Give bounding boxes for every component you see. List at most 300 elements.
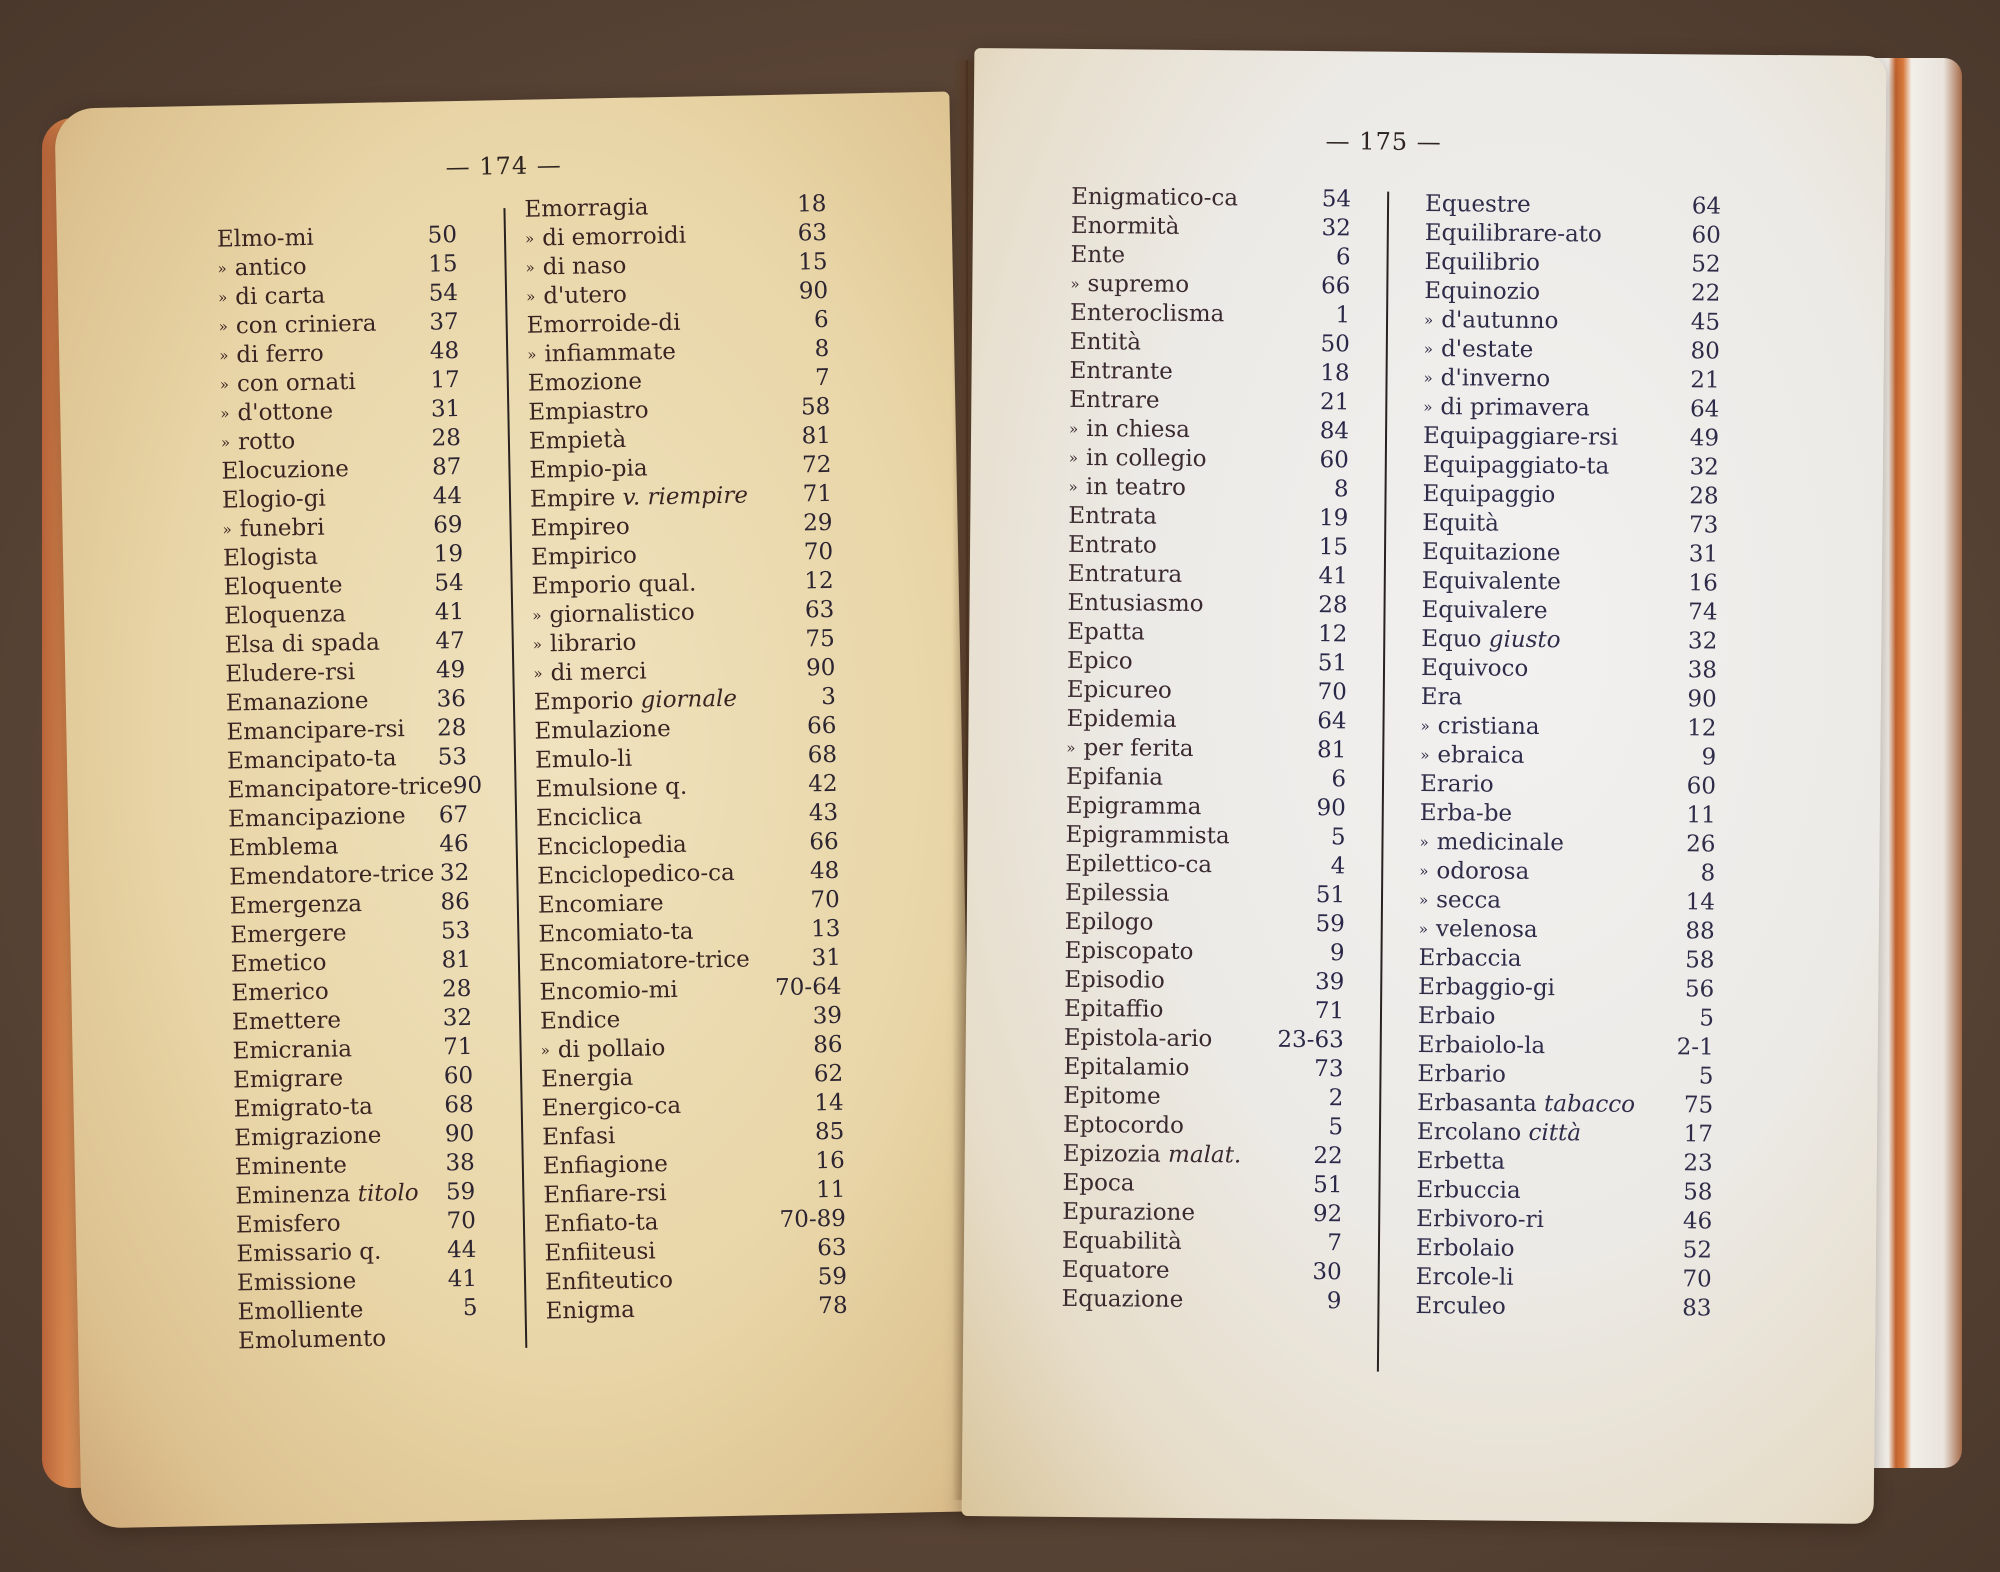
entry-page-reference: 70 — [1682, 1266, 1712, 1293]
entry-term — [217, 224, 314, 255]
entry-term — [1063, 1140, 1242, 1171]
entry-term-text: Emanazione — [225, 687, 369, 717]
right-page — [962, 48, 1887, 1524]
index-entry — [217, 221, 458, 255]
entry-term — [1062, 1256, 1170, 1286]
index-entry — [1418, 973, 1714, 1005]
entry-qualifier: città — [1528, 1119, 1582, 1147]
entry-term — [1415, 1292, 1506, 1322]
entry-page-reference: 5 — [1330, 824, 1346, 851]
index-column-2 — [524, 190, 848, 1327]
entry-page-reference: 28 — [436, 714, 467, 742]
entry-term-text: in teatro — [1085, 474, 1187, 501]
entry-term — [1422, 480, 1555, 510]
entry-page-reference: 86 — [440, 888, 471, 916]
entry-page-reference: 59 — [817, 1263, 848, 1291]
sub-entry-marker-icon: » — [218, 317, 229, 336]
entry-term — [1419, 857, 1529, 887]
entry-term — [224, 600, 346, 631]
entry-term — [538, 889, 664, 920]
entry-qualifier: titolo — [357, 1179, 419, 1208]
index-entry — [227, 743, 468, 777]
entry-page-reference: 2 — [1328, 1085, 1344, 1112]
index-entry — [1068, 560, 1348, 591]
entry-term-text: Epilettico-ca — [1065, 850, 1213, 879]
index-entry — [237, 1265, 478, 1299]
entry-term-text: librario — [549, 629, 637, 658]
index-entry — [225, 656, 466, 690]
sub-entry-marker-icon: » — [1423, 310, 1434, 330]
entry-term — [1424, 277, 1540, 307]
entry-term — [1425, 219, 1602, 250]
sub-entry-marker-icon: » — [525, 258, 535, 277]
entry-page-reference: 50 — [1320, 331, 1350, 358]
index-entry — [236, 1236, 477, 1270]
entry-term-text: Emicrania — [232, 1036, 353, 1065]
entry-term-text: Eminente — [234, 1152, 348, 1181]
entry-page-reference: 46 — [439, 830, 469, 858]
entry-term-text: Epigramma — [1065, 792, 1202, 821]
entry-term — [1421, 596, 1547, 626]
index-entry — [223, 540, 464, 574]
index-entry — [1071, 183, 1351, 214]
entry-page-reference: 86 — [813, 1031, 843, 1059]
entry-term-text: Encomiare — [537, 890, 664, 919]
entry-term — [1418, 944, 1521, 974]
entry-term — [1418, 1002, 1496, 1032]
entry-page-reference: 60 — [443, 1062, 474, 1090]
entry-page-reference: 60 — [1691, 222, 1721, 249]
index-entry — [1418, 1031, 1714, 1063]
index-entry — [1420, 770, 1716, 802]
entry-term-text: Equilibrare-ato — [1424, 219, 1602, 248]
entry-term — [227, 772, 453, 805]
entry-term-text: ebraica — [1437, 742, 1525, 769]
sub-entry-marker-icon: » — [1420, 745, 1430, 765]
index-entry — [1421, 683, 1717, 715]
entry-term — [235, 1151, 348, 1182]
entry-page-reference: 48 — [809, 857, 840, 885]
sub-entry-marker-icon: » — [524, 229, 535, 248]
entry-page-reference: 90 — [444, 1120, 475, 1148]
entry-term — [1069, 357, 1172, 387]
index-entry — [238, 1323, 479, 1357]
entry-term-text: Ente — [1070, 241, 1126, 269]
entry-term-text: Erbaio — [1417, 1002, 1496, 1030]
entry-page-reference: 66 — [809, 828, 839, 856]
entry-term-text: di naso — [542, 252, 627, 281]
entry-page-reference: 58 — [1683, 1179, 1713, 1206]
entry-page-reference: 7 — [1327, 1230, 1343, 1257]
index-entry — [228, 830, 469, 864]
entry-term-text: Erba-be — [1419, 799, 1513, 827]
entry-term-text: giornalistico — [549, 599, 695, 629]
entry-term — [524, 193, 648, 224]
entry-term-text: Enfiato-ta — [543, 1209, 659, 1238]
index-sub-entry — [1419, 915, 1715, 947]
entry-page-reference: 87 — [431, 453, 462, 481]
entry-term-text: Erbuccia — [1416, 1176, 1521, 1204]
sub-entry-marker-icon: » — [1423, 368, 1433, 388]
index-entry — [1067, 647, 1347, 678]
left-page — [54, 92, 976, 1529]
entry-page-reference: 81 — [1316, 737, 1347, 764]
entry-term-text: in chiesa — [1086, 416, 1191, 443]
entry-page-reference: 66 — [1320, 273, 1351, 300]
index-entry — [1418, 1002, 1714, 1034]
entry-page-reference: 47 — [435, 627, 465, 655]
index-entry — [1068, 531, 1348, 562]
entry-page-reference: 64 — [1317, 708, 1347, 735]
entry-page-reference: 64 — [1689, 396, 1720, 423]
entry-term — [230, 890, 363, 922]
entry-term — [1416, 1263, 1514, 1293]
entry-page-reference: 5 — [1698, 1063, 1714, 1090]
index-sub-entry — [220, 366, 461, 400]
entry-term — [1420, 741, 1524, 771]
entry-term — [1424, 248, 1540, 278]
entry-term-text: Empireo — [530, 513, 630, 542]
entry-term — [1420, 799, 1513, 829]
entry-page-reference: 73 — [1688, 512, 1719, 539]
index-column-2 — [1415, 190, 1721, 1324]
entry-page-reference: 52 — [1682, 1237, 1713, 1264]
entry-page-reference: 90 — [798, 277, 829, 305]
entry-term — [534, 685, 738, 718]
entry-term-text: Empirico — [530, 542, 638, 571]
entry-term — [533, 629, 637, 660]
entry-term — [230, 919, 347, 950]
entry-term — [536, 803, 643, 834]
entry-term-text: d'ottone — [237, 398, 334, 427]
entry-term — [1062, 1198, 1195, 1228]
entry-term-text: di merci — [550, 658, 647, 687]
entry-qualifier: giusto — [1488, 626, 1561, 654]
entry-page-reference: 63 — [797, 219, 828, 247]
entry-term-text: Ercolano — [1416, 1118, 1522, 1146]
index-entry — [1423, 451, 1719, 483]
entry-term — [1417, 1147, 1506, 1177]
entry-term-text: Entratura — [1067, 560, 1183, 588]
index-sub-entry — [1420, 741, 1716, 773]
index-entry — [1061, 1285, 1341, 1316]
entry-term — [1063, 1111, 1184, 1141]
entry-page-reference: 14 — [1685, 889, 1716, 916]
entry-page-reference: 5 — [1328, 1114, 1344, 1141]
sub-entry-marker-icon: » — [1423, 397, 1433, 417]
entry-page-reference: 6 — [1331, 766, 1347, 793]
entry-term-text: Emolliente — [237, 1297, 364, 1326]
entry-term-text: Elogio-gi — [221, 485, 327, 514]
entry-term-text: Enormità — [1070, 212, 1180, 240]
entry-term-text: di pollaio — [557, 1035, 666, 1064]
entry-term — [223, 543, 318, 574]
index-entry — [1417, 1147, 1713, 1179]
index-entry — [224, 598, 465, 632]
entry-term-text: Epitome — [1063, 1082, 1161, 1110]
entry-term-text: Empietà — [528, 426, 627, 455]
index-entry — [1421, 654, 1717, 686]
entry-term — [536, 831, 687, 863]
entry-page-reference: 63 — [804, 596, 835, 624]
index-entry — [1062, 1256, 1342, 1287]
entry-term — [217, 253, 307, 284]
entry-term — [1064, 1024, 1213, 1054]
entry-qualifier: v. riempire — [622, 482, 749, 511]
entry-term-text: Equità — [1422, 509, 1500, 537]
index-entry — [1424, 277, 1720, 309]
entry-page-reference: 84 — [1319, 418, 1350, 445]
entry-term-text: Epistola-ario — [1063, 1024, 1213, 1053]
index-entry — [1063, 1053, 1343, 1084]
entry-term — [1423, 451, 1610, 482]
entry-term-text: Enigmatico-ca — [1071, 183, 1239, 212]
entry-page-reference: 67 — [438, 801, 469, 829]
entry-term — [539, 946, 750, 979]
entry-page-reference: 23-63 — [1277, 1026, 1344, 1054]
index-entry — [1416, 1234, 1712, 1266]
index-sub-entry — [222, 511, 463, 545]
page-number: — 175 — — [1325, 127, 1442, 157]
entry-page-reference: 60 — [1319, 447, 1349, 474]
entry-term-text: Enfiagione — [542, 1151, 669, 1180]
entry-page-reference: 90 — [805, 654, 836, 682]
index-entry — [1425, 190, 1721, 222]
entry-term — [1069, 415, 1190, 445]
entry-term — [1424, 335, 1534, 365]
entry-term — [1419, 828, 1564, 858]
entry-term-text: Erbario — [1417, 1060, 1507, 1088]
entry-page-reference: 9 — [1329, 940, 1345, 967]
index-sub-entry — [1070, 270, 1350, 301]
index-entry — [544, 1205, 847, 1240]
index-entry — [225, 627, 466, 661]
entry-term-text: Epitalamio — [1063, 1053, 1190, 1081]
index-entry — [1069, 357, 1349, 388]
index-sub-entry — [217, 250, 458, 284]
entry-page-reference: 2-1 — [1676, 1034, 1714, 1061]
entry-page-reference: 12 — [804, 567, 834, 595]
entry-term — [530, 481, 748, 514]
entry-term — [525, 222, 687, 254]
entry-term-text: velenosa — [1435, 916, 1538, 943]
entry-term-text: Emulsione q. — [535, 773, 688, 803]
entry-term — [1425, 190, 1531, 220]
entry-term — [234, 1122, 382, 1154]
entry-term — [1064, 966, 1165, 996]
entry-page-reference: 75 — [805, 625, 836, 653]
entry-term-text: con criniera — [235, 310, 377, 340]
sub-entry-marker-icon: » — [1066, 738, 1076, 757]
entry-page-reference: 18 — [1320, 360, 1350, 387]
entry-term — [1066, 705, 1176, 735]
entry-page-reference: 28 — [431, 424, 462, 452]
entry-term-text: Equivalere — [1421, 596, 1548, 625]
entry-term — [1421, 625, 1561, 655]
entry-term-text: Energia — [540, 1064, 634, 1093]
entry-page-reference: 3 — [820, 683, 837, 711]
index-entry — [231, 975, 472, 1009]
entry-term — [545, 1266, 673, 1297]
entry-page-reference: 39 — [1314, 969, 1345, 996]
entry-term-text: Entrato — [1067, 531, 1157, 559]
entry-term-text: Enfiteutico — [544, 1267, 674, 1296]
entry-term — [526, 281, 627, 312]
entry-term-text: Epidemia — [1066, 705, 1177, 733]
entry-page-reference: 59 — [1315, 911, 1345, 938]
entry-term — [218, 310, 376, 342]
entry-page-reference: 70 — [446, 1207, 477, 1235]
entry-page-reference: 63 — [816, 1234, 847, 1262]
index-sub-entry — [1066, 734, 1346, 765]
entry-term — [543, 1150, 669, 1181]
index-entry — [1421, 596, 1717, 628]
entry-term-text: Emporio qual. — [531, 570, 697, 600]
entry-term-text: Eludere-rsi — [225, 659, 356, 688]
entry-term-text: Emerico — [231, 978, 329, 1007]
entry-term-text: Equivoco — [1420, 654, 1529, 682]
entry-page-reference: 50 — [427, 222, 458, 249]
entry-term-text: Epoca — [1062, 1169, 1135, 1197]
entry-page-reference: 42 — [808, 770, 838, 798]
entry-term-text: Emergere — [230, 920, 347, 949]
entry-term-text: Emancipazione — [227, 803, 406, 833]
entry-page-reference: 60 — [1686, 773, 1717, 800]
entry-term-text: Equinozio — [1424, 277, 1541, 305]
entry-term-text: Emigrazione — [234, 1122, 382, 1152]
entry-qualifier: malat. — [1168, 1141, 1242, 1169]
column-divider — [503, 208, 527, 1348]
index-entry — [1422, 567, 1718, 599]
entry-term-text: Empio-pia — [529, 455, 648, 484]
entry-term — [540, 1034, 665, 1065]
entry-page-reference: 18 — [796, 190, 827, 218]
index-entry — [539, 973, 842, 1008]
entry-term — [1422, 567, 1561, 597]
entry-term — [1066, 734, 1194, 764]
entry-term — [236, 1209, 341, 1240]
entry-term — [528, 367, 643, 398]
entry-page-reference: 11 — [815, 1176, 846, 1204]
entry-page-reference: 51 — [1317, 650, 1348, 677]
index-entry — [233, 1062, 474, 1096]
entry-term-text: Epilessia — [1064, 879, 1170, 907]
entry-term — [1066, 792, 1202, 822]
entry-term-text: Erbaiolo-la — [1417, 1031, 1546, 1060]
entry-page-reference: 16 — [1688, 570, 1718, 597]
entry-term-text: Emancipare-rsi — [226, 716, 406, 746]
entry-term — [541, 1092, 681, 1124]
entry-page-reference: 83 — [1682, 1295, 1712, 1322]
entry-term — [232, 1035, 352, 1066]
index-sub-entry — [1423, 364, 1719, 396]
entry-page-reference: 68 — [807, 741, 838, 769]
entry-page-reference: 21 — [1319, 389, 1350, 416]
entry-page-reference: 54 — [434, 569, 464, 597]
entry-term — [1064, 937, 1193, 967]
entry-page-reference: 44 — [446, 1236, 477, 1264]
entry-page-reference: 28 — [1689, 483, 1719, 510]
index-entry — [232, 1033, 473, 1067]
entry-page-reference: 64 — [1691, 193, 1722, 220]
index-entry — [1062, 1227, 1342, 1258]
entry-term-text: Epatta — [1067, 618, 1145, 646]
entry-term-text: Endice — [539, 1007, 621, 1035]
entry-page-reference: 48 — [429, 337, 460, 365]
index-entry — [1422, 538, 1718, 570]
entry-page-reference: 58 — [800, 393, 831, 421]
entry-term — [226, 715, 405, 747]
index-entry — [1065, 879, 1345, 910]
index-sub-entry — [1424, 306, 1720, 338]
index-entry — [235, 1178, 476, 1212]
entry-term-text: Equo — [1421, 625, 1482, 653]
entry-term — [1068, 560, 1183, 590]
entry-term — [538, 918, 694, 950]
entry-term-text: Emozione — [527, 368, 643, 397]
entry-term — [530, 513, 630, 544]
index-entry — [1066, 763, 1346, 794]
index-entry — [1062, 1169, 1342, 1200]
index-sub-entry — [221, 424, 462, 458]
entry-term — [1069, 444, 1207, 474]
index-column-1 — [1061, 183, 1351, 1316]
entry-term — [531, 569, 696, 601]
entry-page-reference: 71 — [443, 1033, 473, 1061]
entry-term — [1418, 973, 1555, 1003]
entry-term-text: Emetico — [230, 949, 327, 978]
entry-term-text: Empiastro — [528, 397, 649, 426]
entry-page-reference: 71 — [802, 480, 833, 508]
entry-term-text: Erbetta — [1416, 1147, 1506, 1175]
entry-term — [1421, 654, 1529, 684]
entry-term — [1067, 589, 1203, 619]
entry-term — [1423, 393, 1590, 423]
entry-page-reference: 19 — [1318, 505, 1349, 532]
entry-term — [1069, 386, 1159, 416]
entry-term-text: Emancipatore-trice — [227, 773, 454, 804]
sub-entry-marker-icon: » — [1419, 861, 1429, 881]
entry-term-text: Era — [1420, 683, 1463, 711]
entry-page-reference: 17 — [430, 366, 460, 394]
entry-term — [231, 949, 327, 980]
entry-term-text: Entusiasmo — [1067, 589, 1204, 618]
sub-entry-marker-icon: » — [540, 1041, 550, 1060]
entry-term — [221, 455, 349, 486]
entry-term — [544, 1237, 656, 1268]
index-sub-entry — [1423, 393, 1719, 425]
entry-term — [1063, 1082, 1161, 1112]
sub-entry-marker-icon: » — [527, 345, 537, 364]
entry-term — [232, 1006, 341, 1037]
index-entry — [1064, 995, 1344, 1026]
entry-term-text: Equitazione — [1421, 538, 1561, 567]
entry-page-reference: 41 — [447, 1265, 478, 1293]
entry-page-reference: 31 — [1688, 541, 1719, 568]
entry-term — [1421, 683, 1463, 712]
entry-page-reference: 15 — [427, 251, 458, 278]
index-entry — [1065, 908, 1345, 939]
entry-page-reference: 26 — [1686, 831, 1716, 858]
entry-term-text: Emancipato-ta — [226, 745, 397, 775]
entry-term-text: Empire — [529, 485, 616, 513]
entry-page-reference: 38 — [1687, 657, 1718, 684]
index-entry — [236, 1207, 477, 1241]
entry-page-reference: 53 — [440, 917, 471, 945]
entry-page-reference: 30 — [1312, 1259, 1342, 1286]
index-entry — [1067, 589, 1347, 620]
entry-term-text: Enfiiteusi — [544, 1238, 656, 1267]
